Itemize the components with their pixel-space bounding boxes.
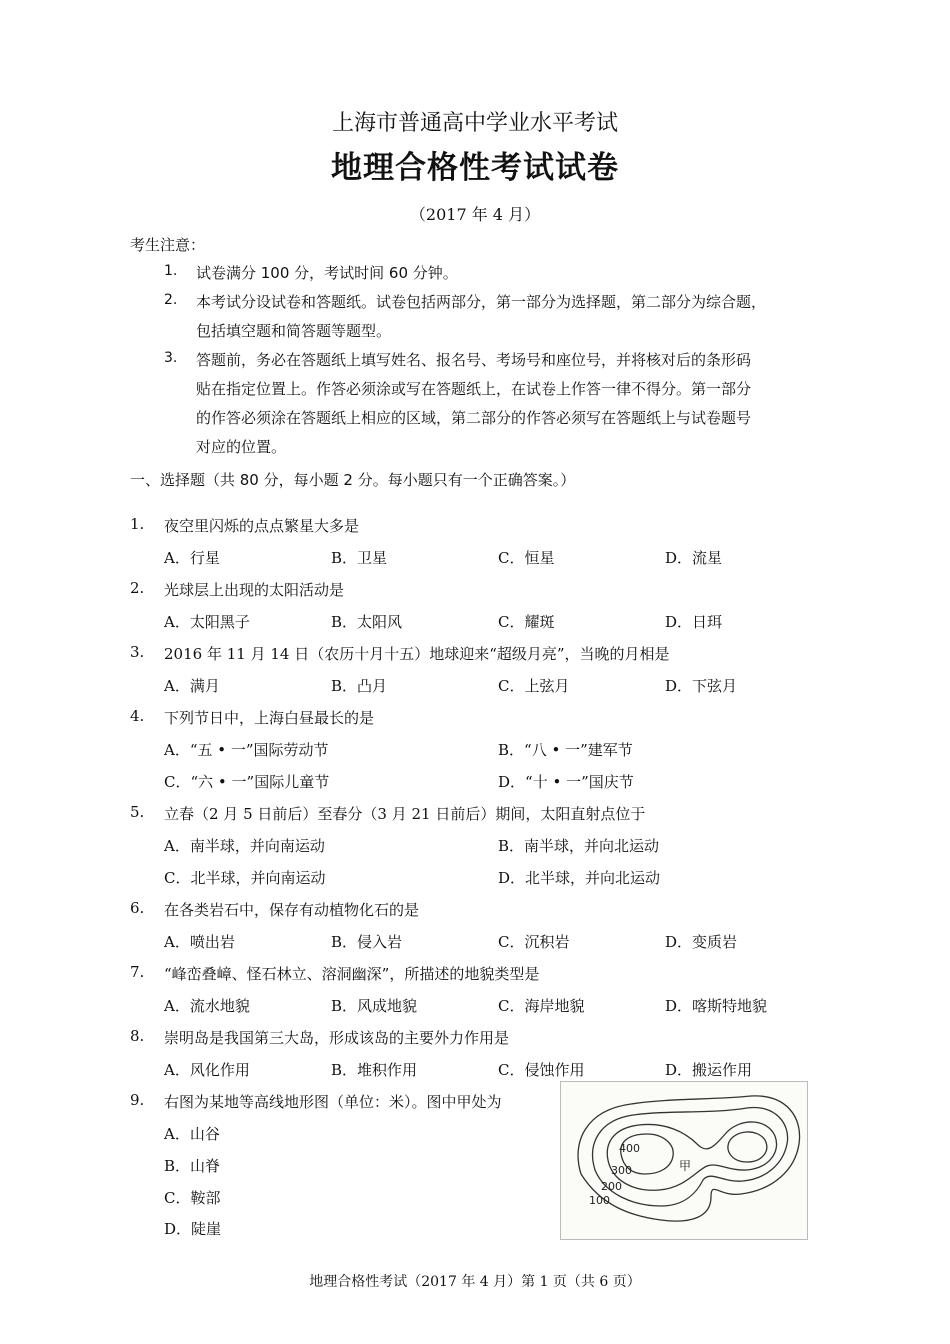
question-8-text: 崇明岛是我国第三大岛，形成该岛的主要外力作用是 bbox=[164, 1029, 510, 1047]
question-7-text: “峰峦叠嶂、怪石林立、溶洞幽深”，所描述的地貌类型是 bbox=[164, 965, 540, 983]
notice-item-3-line-4: 对应的位置。 bbox=[196, 438, 287, 456]
question-9-option-d: D．陡崖 bbox=[164, 1220, 222, 1238]
contour-label-100: 100 bbox=[589, 1194, 610, 1207]
question-4-option-c: C．“六 • 一”国际儿童节 bbox=[164, 773, 330, 791]
question-5-option-a: A．南半球，并向南运动 bbox=[164, 837, 325, 855]
question-7-num: 7. bbox=[130, 963, 145, 981]
question-3-option-c: C．上弦月 bbox=[498, 677, 570, 695]
notice-item-2-line-1: 本考试分设试卷和答题纸。试卷包括两部分，第一部分为选择题，第二部分为综合题， bbox=[196, 293, 767, 311]
question-1-option-b: B．卫星 bbox=[331, 549, 388, 567]
question-2-option-b: B．太阳风 bbox=[331, 613, 403, 631]
question-5-option-b: B．南半球，并向北运动 bbox=[498, 837, 660, 855]
question-8-option-c: C．侵蚀作用 bbox=[498, 1061, 585, 1079]
contour-label-200: 200 bbox=[601, 1180, 622, 1193]
question-4-option-a: A．“五 • 一”国际劳动节 bbox=[164, 741, 329, 759]
question-6-text: 在各类岩石中，保存有动植物化石的是 bbox=[164, 901, 420, 919]
exam-title-line2: 地理合格性考试试卷 bbox=[331, 150, 619, 186]
question-9-text: 右图为某地等高线地形图（单位：米）。图中甲处为 bbox=[164, 1093, 502, 1111]
question-7-option-a: A．流水地貌 bbox=[164, 997, 250, 1015]
question-8-num: 8. bbox=[130, 1027, 145, 1045]
question-3-option-a: A．满月 bbox=[164, 677, 220, 695]
notice-item-2-line-2: 包括填空题和简答题等题型。 bbox=[196, 322, 392, 340]
question-5-option-d: D．北半球，并向北运动 bbox=[498, 869, 661, 887]
question-6-option-c: C．沉积岩 bbox=[498, 933, 570, 951]
question-4-option-b: B．“八 • 一”建军节 bbox=[498, 741, 633, 759]
exam-date: （2017 年 4 月） bbox=[409, 205, 541, 224]
contour-map-svg bbox=[561, 1082, 807, 1239]
question-3-text: 2016 年 11 月 14 日（农历十月十五）地球迎来“超级月亮”，当晚的月相是 bbox=[164, 645, 670, 663]
notice-item-3-line-3: 的作答必须涂在答题纸上相应的区域，第二部分的作答必须写在答题纸上与试卷题号 bbox=[196, 409, 752, 427]
question-5-text: 立春（2 月 5 日前后）至春分（3 月 21 日前后）期间，太阳直射点位于 bbox=[164, 805, 646, 823]
question-3-num: 3. bbox=[130, 643, 145, 661]
question-9-num: 9. bbox=[130, 1091, 145, 1109]
question-9-option-a: A．山谷 bbox=[164, 1125, 220, 1143]
question-2-text: 光球层上出现的太阳活动是 bbox=[164, 581, 345, 599]
question-3-option-d: D．下弦月 bbox=[665, 677, 738, 695]
section-title: 一、选择题（共 80 分，每小题 2 分。每小题只有一个正确答案。） bbox=[130, 471, 576, 489]
question-3-option-b: B．凸月 bbox=[331, 677, 388, 695]
question-7-option-b: B．风成地貌 bbox=[331, 997, 418, 1015]
question-2-option-d: D．日珥 bbox=[665, 613, 723, 631]
question-1-num: 1. bbox=[130, 515, 145, 533]
question-4-num: 4. bbox=[130, 707, 145, 725]
question-2-option-c: C．耀斑 bbox=[498, 613, 555, 631]
contour-line-400-right bbox=[728, 1132, 767, 1162]
notice-item-3-line-2: 贴在指定位置上。作答必须涂或写在答题纸上，在试卷上作答一律不得分。第一部分 bbox=[196, 380, 752, 398]
question-9-option-b: B．山脊 bbox=[164, 1157, 221, 1175]
contour-label-400: 400 bbox=[619, 1142, 640, 1155]
notice-item-3-line-1: 答题前，务必在答题纸上填写姓名、报名号、考场号和座位号，并将核对后的条形码 bbox=[196, 351, 752, 369]
question-1-text: 夜空里闪烁的点点繁星大多是 bbox=[164, 517, 360, 535]
exam-title-line1: 上海市普通高中学业水平考试 bbox=[331, 111, 618, 136]
question-8-option-d: D．搬运作用 bbox=[665, 1061, 753, 1079]
notice-item-1-line-1: 试卷满分 100 分，考试时间 60 分钟。 bbox=[196, 264, 458, 282]
contour-label-300: 300 bbox=[611, 1164, 632, 1177]
question-6-num: 6. bbox=[130, 899, 145, 917]
question-4-text: 下列节日中，上海白昼最长的是 bbox=[164, 709, 375, 727]
question-8-option-a: A．风化作用 bbox=[164, 1061, 250, 1079]
question-9-option-c: C．鞍部 bbox=[164, 1189, 221, 1207]
question-8-option-b: B．堆积作用 bbox=[331, 1061, 418, 1079]
question-5-option-c: C．北半球，并向南运动 bbox=[164, 869, 326, 887]
contour-label-jia: 甲 bbox=[679, 1159, 692, 1173]
question-2-num: 2. bbox=[130, 579, 145, 597]
question-6-option-d: D．变质岩 bbox=[665, 933, 738, 951]
question-7-option-d: D．喀斯特地貌 bbox=[665, 997, 768, 1015]
page-footer: 地理合格性考试（2017 年 4 月）第 1 页（共 6 页） bbox=[309, 1274, 641, 1290]
question-7-option-c: C．海岸地貌 bbox=[498, 997, 585, 1015]
question-1-option-d: D．流星 bbox=[665, 549, 723, 567]
question-2-option-a: A．太阳黑子 bbox=[164, 613, 250, 631]
notice-item-2-num: 2. bbox=[164, 292, 178, 308]
notice-label: 考生注意： bbox=[130, 236, 206, 254]
question-1-option-a: A．行星 bbox=[164, 549, 220, 567]
contour-map-figure bbox=[560, 1081, 808, 1240]
question-6-option-b: B．侵入岩 bbox=[331, 933, 403, 951]
question-4-option-d: D．“十 • 一”国庆节 bbox=[498, 773, 634, 791]
question-6-option-a: A．喷出岩 bbox=[164, 933, 235, 951]
question-5-num: 5. bbox=[130, 803, 145, 821]
notice-item-1-num: 1. bbox=[164, 263, 178, 279]
notice-item-3-num: 3. bbox=[164, 350, 178, 366]
question-1-option-c: C．恒星 bbox=[498, 549, 555, 567]
